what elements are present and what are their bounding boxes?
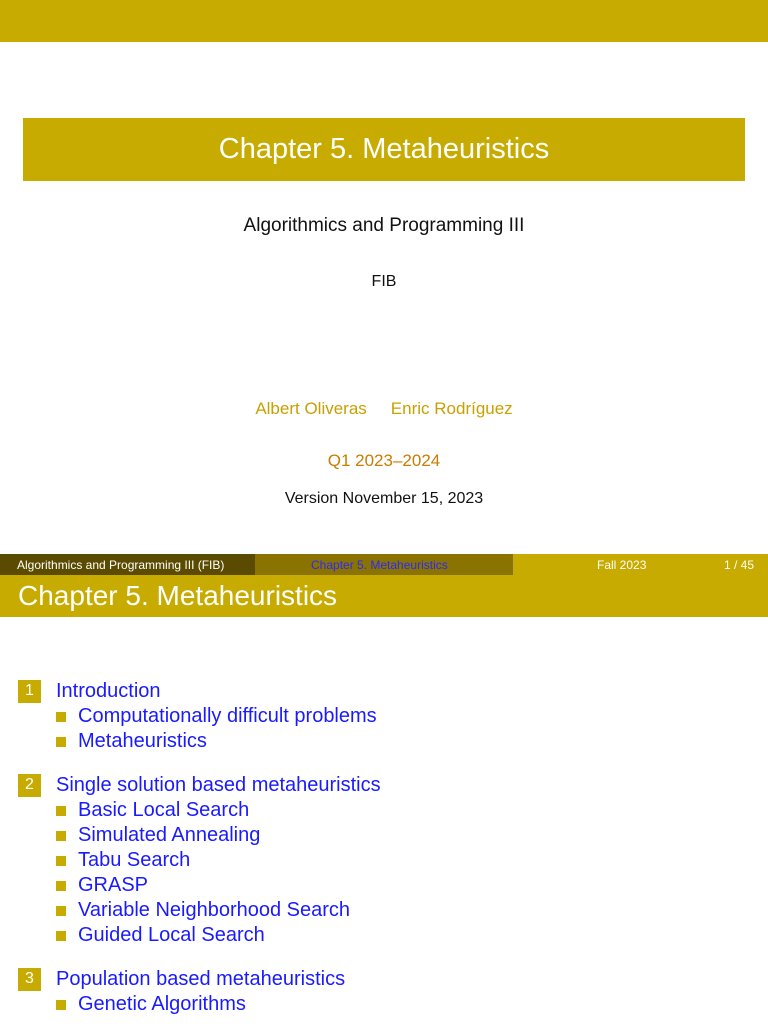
- slide-title: Chapter 5. Metaheuristics: [23, 118, 745, 181]
- square-bullet-icon: [56, 881, 66, 891]
- square-bullet-icon: [56, 806, 66, 816]
- subsection-link[interactable]: Guided Local Search: [78, 924, 265, 946]
- toc-section-row[interactable]: [18, 966, 758, 992]
- toc-subitem[interactable]: [18, 898, 758, 923]
- square-bullet-icon: [56, 931, 66, 941]
- toc-subitem[interactable]: [18, 873, 758, 898]
- section-number-badge: 2: [18, 774, 41, 797]
- toc-subitem[interactable]: [18, 848, 758, 873]
- footer-semester: Fall 2023: [597, 557, 647, 572]
- square-bullet-icon: [56, 831, 66, 841]
- toc-subitem[interactable]: [18, 704, 758, 729]
- toc-section-3: [18, 966, 758, 1017]
- subsection-link[interactable]: Basic Local Search: [78, 799, 250, 821]
- footer-bar: [0, 554, 768, 575]
- toc-subitem[interactable]: [18, 992, 758, 1017]
- subsection-link[interactable]: Metaheuristics: [78, 730, 207, 752]
- term: Q1 2023–2024: [327, 451, 441, 470]
- subsection-link[interactable]: Tabu Search: [78, 849, 191, 871]
- subsection-link[interactable]: Simulated Annealing: [78, 824, 261, 846]
- toc-section-2: [18, 772, 758, 948]
- section-link-population[interactable]: Population based metaheuristics: [56, 967, 346, 990]
- table-of-contents: [18, 678, 758, 1035]
- footer-chapter[interactable]: Chapter 5. Metaheuristics: [255, 554, 513, 575]
- square-bullet-icon: [56, 1000, 66, 1010]
- toc-section-row[interactable]: [18, 678, 758, 704]
- toc-subitem[interactable]: [18, 798, 758, 823]
- section-number-badge: 1: [18, 680, 41, 703]
- author-1[interactable]: Albert Oliveras: [255, 399, 367, 418]
- square-bullet-icon: [56, 737, 66, 747]
- top-band: [0, 0, 768, 42]
- toc-slide-title: Chapter 5. Metaheuristics: [0, 575, 768, 617]
- square-bullet-icon: [56, 856, 66, 866]
- subsection-link[interactable]: Genetic Algorithms: [78, 993, 246, 1015]
- footer-page: 1 / 45: [723, 557, 754, 572]
- toc-subitem[interactable]: [18, 823, 758, 848]
- square-bullet-icon: [56, 906, 66, 916]
- slide-subtitle: Algorithmics and Programming III: [243, 215, 525, 236]
- authors: [0, 399, 768, 419]
- toc-section-1: [18, 678, 758, 754]
- toc-subitem[interactable]: [18, 923, 758, 948]
- author-2[interactable]: Enric Rodríguez: [390, 399, 513, 418]
- footer-right: [513, 554, 768, 575]
- subsection-link[interactable]: GRASP: [78, 874, 149, 896]
- square-bullet-icon: [56, 712, 66, 722]
- section-number-badge: 3: [18, 968, 41, 991]
- toc-subitem[interactable]: [18, 729, 758, 754]
- section-link-introduction[interactable]: Introduction: [56, 679, 161, 702]
- subsection-link[interactable]: Computationally difficult problems: [78, 705, 377, 727]
- institute: FIB: [371, 273, 397, 290]
- subsection-link[interactable]: Variable Neighborhood Search: [78, 899, 351, 921]
- toc-section-row[interactable]: [18, 772, 758, 798]
- section-link-single-solution[interactable]: Single solution based metaheuristics: [56, 773, 381, 796]
- version: Version November 15, 2023: [284, 490, 484, 507]
- footer-course[interactable]: Algorithmics and Programming III (FIB): [0, 554, 255, 575]
